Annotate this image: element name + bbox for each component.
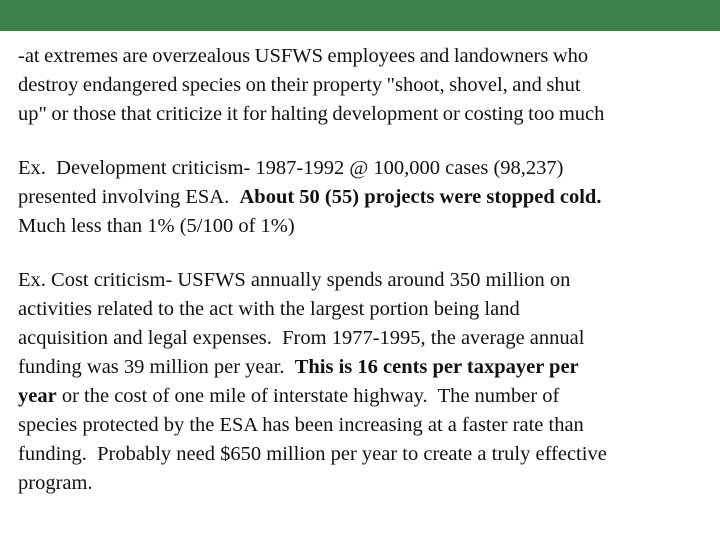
paragraph-line: -at extremes are overzealous USFWS employees and landowners who xyxy=(18,45,589,67)
paragraph-text: Ex. Cost criticism- USFWS annually spends around 350 million on activities related to the act with the largest portion being land acquisition and legal expenses. From 1977-1995, the average annual funding was 39 million per year. xyxy=(18,269,585,378)
paragraph-extremes xyxy=(18,42,714,129)
paragraph-text: Ex. Development criticism- 1987-1992 @ 100,000 cases (98,237) presented involving ESA. xyxy=(18,157,564,208)
paragraph-emphasis: About 50 (55) projects were stopped cold. xyxy=(239,186,602,208)
paragraph-text: Much less than 1% (5/100 of 1%) xyxy=(18,215,295,237)
paragraph-text: or the cost of one mile of interstate highway. The number of species protected by the ESA has been increasing at a faster rate than funding. Probably need $650 million per year to create a truly effective program. xyxy=(18,385,607,494)
paragraph-cost-criticism xyxy=(18,266,714,498)
paragraph-line: up" or those that criticize it for halting development or costing too much xyxy=(18,103,605,125)
slide-body xyxy=(18,42,714,523)
paragraph-emphasis: This is 16 cents per taxpayer per year xyxy=(18,356,579,407)
paragraph-line: destroy endangered species on their property "shoot, shovel, and shut xyxy=(18,74,581,96)
paragraph-development-criticism xyxy=(18,154,714,241)
header-bar xyxy=(0,0,720,31)
